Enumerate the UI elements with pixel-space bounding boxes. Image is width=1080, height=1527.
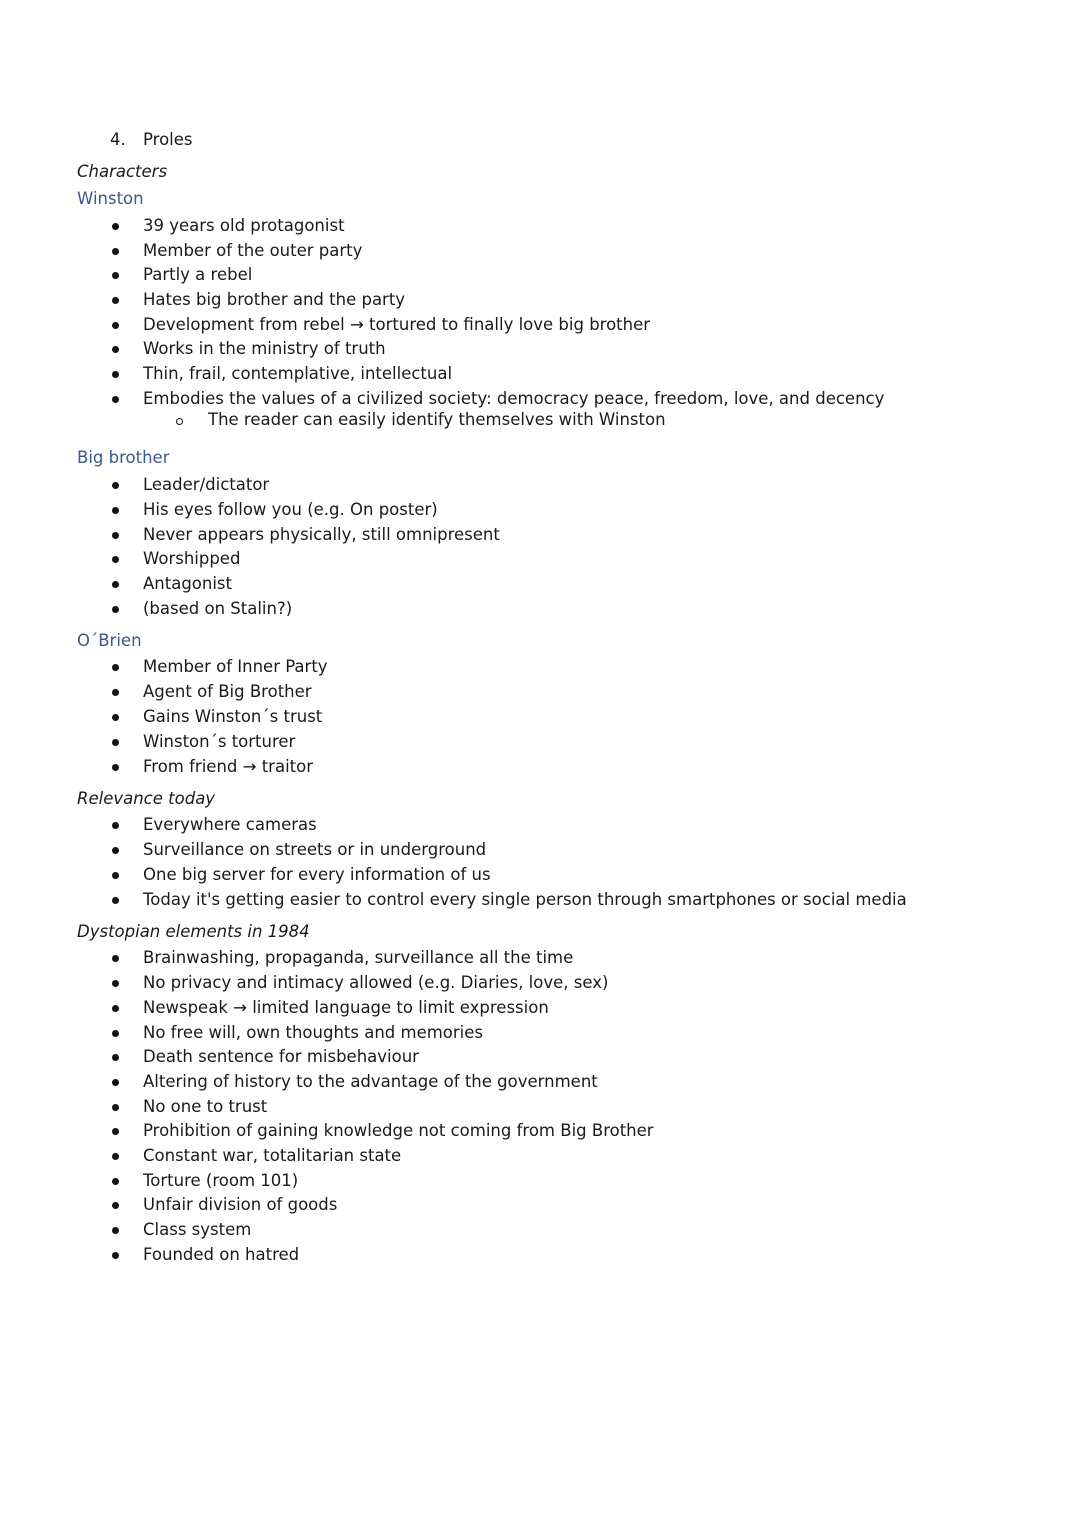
- bullet: [112, 346, 119, 353]
- bullet: [112, 955, 119, 962]
- dystopian-item: Altering of history to the advantage of the government: [143, 1072, 598, 1091]
- dystopian-item: Torture (room 101): [143, 1171, 299, 1190]
- obrien-heading: O´Brien: [77, 631, 142, 650]
- big-brother-item: Worshipped: [143, 549, 241, 568]
- bullet: [112, 322, 119, 329]
- bullet: [112, 532, 119, 539]
- bullet: [112, 1030, 119, 1037]
- bullet: [112, 1005, 119, 1012]
- bullet: [112, 739, 119, 746]
- relevance-item: Everywhere cameras: [143, 815, 317, 834]
- winston-item: Hates big brother and the party: [143, 290, 406, 309]
- bullet: [112, 1128, 119, 1135]
- winston-sub-item: The reader can easily identify themselves with Winston: [208, 410, 666, 429]
- obrien-item: From friend → traitor: [143, 757, 313, 776]
- bullet: [112, 581, 119, 588]
- winston-item: Partly a rebel: [143, 265, 253, 284]
- bullet: [112, 507, 119, 514]
- numbered-item-text: Proles: [143, 130, 193, 149]
- dystopian-item: Newspeak → limited language to limit expression: [143, 998, 549, 1017]
- bullet: [112, 297, 119, 304]
- dystopian-item: No one to trust: [143, 1097, 268, 1116]
- bullet: [112, 1252, 119, 1259]
- obrien-item: Winston´s torturer: [143, 732, 296, 751]
- bullet: [112, 714, 119, 721]
- bullet: [112, 1079, 119, 1086]
- bullet: [112, 1054, 119, 1061]
- bullet: [112, 248, 119, 255]
- dystopian-item: Death sentence for misbehaviour: [143, 1047, 419, 1066]
- bullet: [112, 847, 119, 854]
- bullet: [112, 822, 119, 829]
- dystopian-item: No privacy and intimacy allowed (e.g. Diaries, love, sex): [143, 973, 609, 992]
- bullet: [112, 689, 119, 696]
- big-brother-item: Antagonist: [143, 574, 233, 593]
- obrien-item: Gains Winston´s trust: [143, 707, 323, 726]
- obrien-item: Member of Inner Party: [143, 657, 328, 676]
- bullet: [112, 980, 119, 987]
- relevance-heading: Relevance today: [77, 789, 216, 808]
- big-brother-item: (based on Stalin?): [143, 599, 293, 618]
- bullet: [112, 1202, 119, 1209]
- bullet: [112, 1227, 119, 1234]
- list-number: 4.: [110, 130, 126, 149]
- dystopian-heading: Dystopian elements in 1984: [77, 922, 310, 941]
- winston-item: Member of the outer party: [143, 241, 363, 260]
- big-brother-item: His eyes follow you (e.g. On poster): [143, 500, 438, 519]
- bullet: [112, 556, 119, 563]
- winston-item: Embodies the values of a civilized society: democracy peace, freedom, love, and decency: [143, 389, 885, 408]
- winston-item: Development from rebel → tortured to finally love big brother: [143, 315, 651, 334]
- big-brother-item: Leader/dictator: [143, 475, 270, 494]
- big-brother-heading: Big brother: [77, 448, 170, 467]
- big-brother-item: Never appears physically, still omnipresent: [143, 525, 500, 544]
- relevance-item: One big server for every information of us: [143, 865, 491, 884]
- bullet: [112, 272, 119, 279]
- dystopian-item: Constant war, totalitarian state: [143, 1146, 402, 1165]
- relevance-item: Today it's getting easier to control every single person through smartphones or social media: [143, 890, 907, 909]
- bullet: [112, 764, 119, 771]
- characters-heading: Characters: [77, 162, 168, 181]
- dystopian-item: No free will, own thoughts and memories: [143, 1023, 484, 1042]
- relevance-item: Surveillance on streets or in underground: [143, 840, 487, 859]
- bullet: [112, 606, 119, 613]
- dystopian-item: Brainwashing, propaganda, surveillance all the time: [143, 948, 574, 967]
- dystopian-item: Prohibition of gaining knowledge not coming from Big Brother: [143, 1121, 654, 1140]
- bullet: [112, 223, 119, 230]
- obrien-item: Agent of Big Brother: [143, 682, 312, 701]
- winston-item: Works in the ministry of truth: [143, 339, 386, 358]
- bullet: [112, 872, 119, 879]
- dystopian-item: Founded on hatred: [143, 1245, 300, 1264]
- bullet: [112, 396, 119, 403]
- winston-item: Thin, frail, contemplative, intellectual: [143, 364, 453, 383]
- bullet: [112, 371, 119, 378]
- sub-bullet: [176, 418, 183, 425]
- winston-item: 39 years old protagonist: [143, 216, 345, 235]
- winston-heading: Winston: [77, 189, 144, 208]
- bullet: [112, 1104, 119, 1111]
- bullet: [112, 1153, 119, 1160]
- bullet: [112, 897, 119, 904]
- bullet: [112, 482, 119, 489]
- bullet: [112, 1178, 119, 1185]
- dystopian-item: Class system: [143, 1220, 252, 1239]
- dystopian-item: Unfair division of goods: [143, 1195, 338, 1214]
- bullet: [112, 664, 119, 671]
